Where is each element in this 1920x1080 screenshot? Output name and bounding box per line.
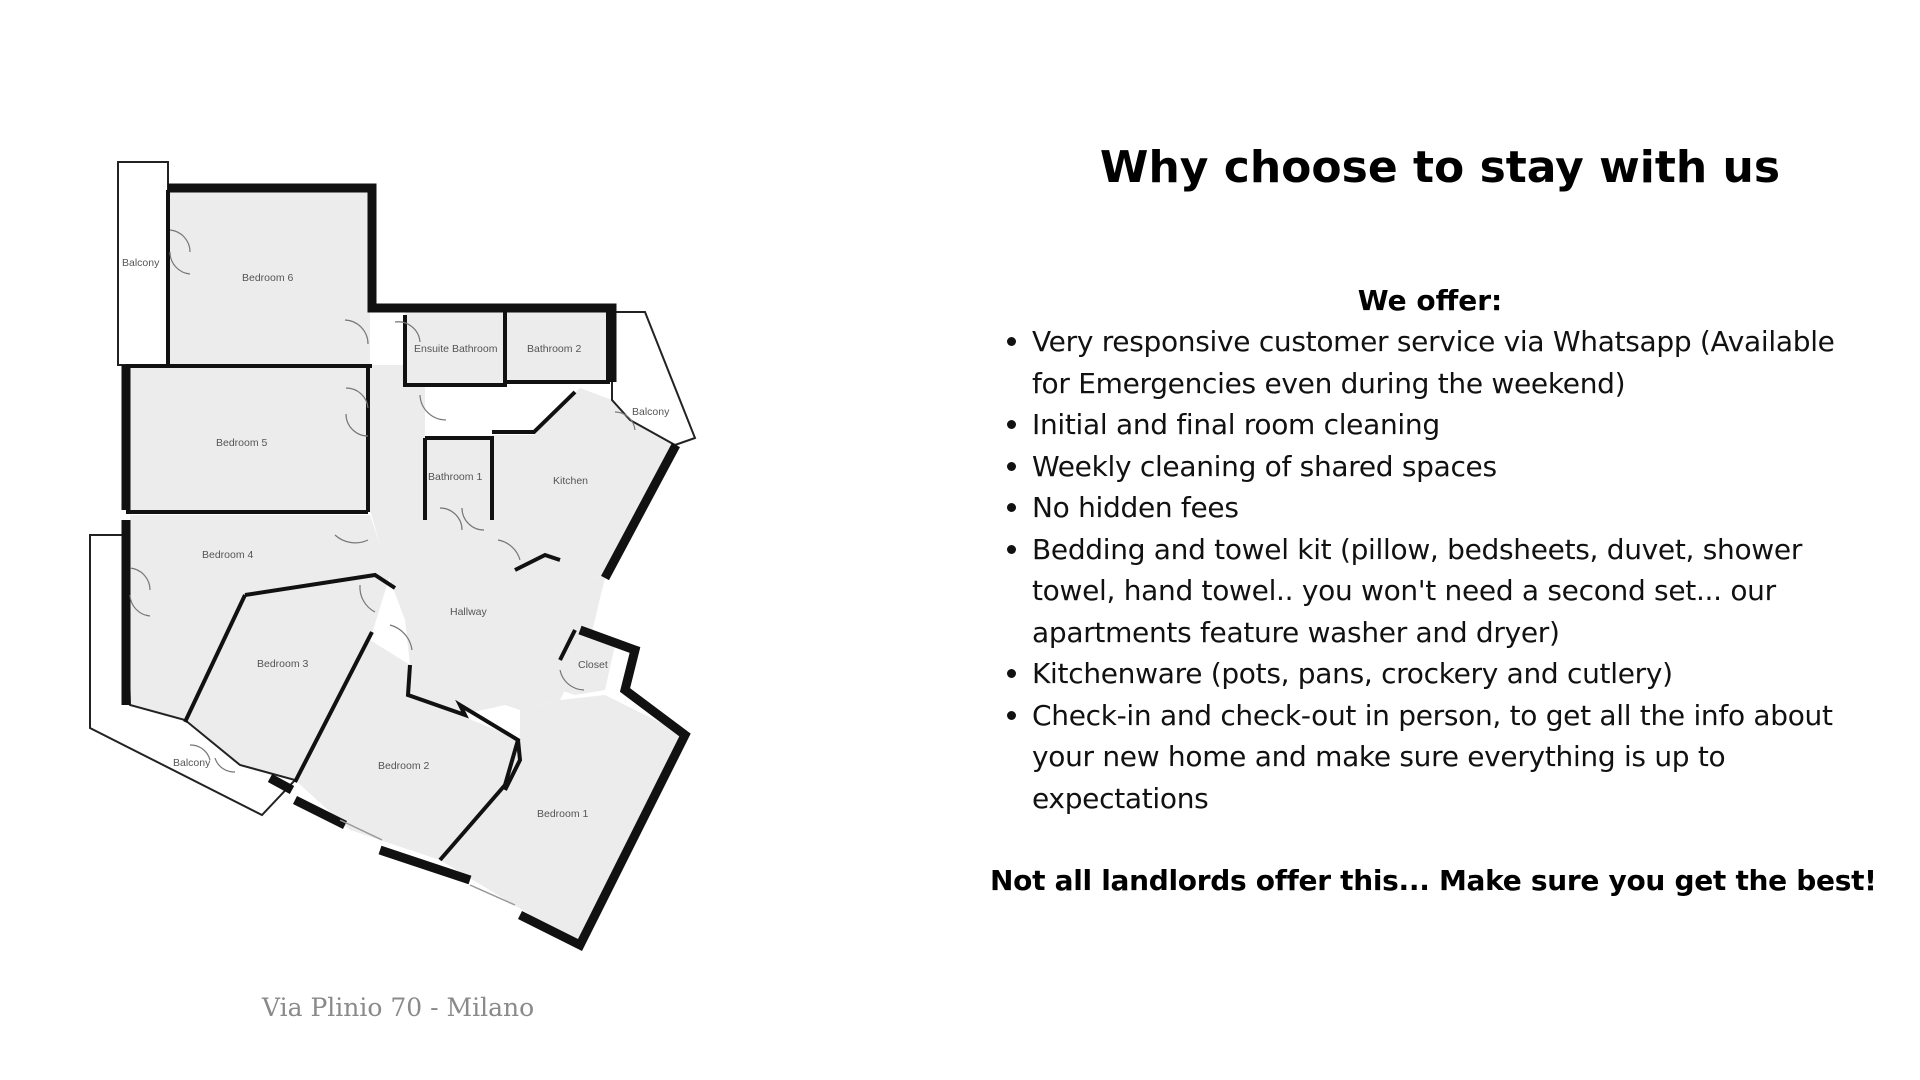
- label-bedroom5: Bedroom 5: [216, 437, 268, 449]
- closing-statement: Not all landlords offer this... Make sure you get the best!: [990, 864, 1877, 897]
- label-bedroom4: Bedroom 4: [202, 549, 254, 561]
- label-balcony-top: Balcony: [122, 257, 160, 269]
- label-kitchen: Kitchen: [553, 475, 589, 487]
- list-item: Kitchenware (pots, pans, crockery and cutlery): [990, 653, 1850, 695]
- offer-list: [990, 321, 1850, 819]
- list-item: Bedding and towel kit (pillow, bedsheets, duvet, shower towel, hand towel.. you won't need a second set... our apartments feature washer and dryer): [990, 529, 1850, 654]
- benefits-panel: [990, 128, 1877, 901]
- list-item: Very responsive customer service via Whatsapp (Available for Emergencies even during the weekend): [990, 321, 1850, 404]
- label-bedroom6: Bedroom 6: [242, 272, 294, 284]
- label-bathroom2: Bathroom 2: [527, 343, 582, 355]
- label-ensuite: Ensuite Bathroom: [414, 343, 498, 355]
- label-bedroom1: Bedroom 1: [537, 808, 589, 820]
- label-hallway: Hallway: [450, 606, 487, 618]
- page-title: Why choose to stay with us: [1099, 142, 1781, 193]
- offer-heading: We offer:: [1357, 284, 1503, 317]
- label-closet: Closet: [578, 659, 608, 671]
- label-balcony-bottom: Balcony: [173, 757, 211, 769]
- list-item: Check-in and check-out in person, to get all the info about your new home and make sure everything is up to expectations: [990, 695, 1850, 820]
- list-item: Weekly cleaning of shared spaces: [990, 446, 1850, 488]
- address-caption: Via Plinio 70 - Milano: [262, 993, 535, 1022]
- list-item: Initial and final room cleaning: [990, 404, 1850, 446]
- label-bedroom3: Bedroom 3: [257, 658, 309, 670]
- label-bathroom1: Bathroom 1: [428, 471, 483, 483]
- floor-plan: [60, 140, 720, 970]
- label-balcony-right: Balcony: [632, 406, 670, 418]
- label-bedroom2: Bedroom 2: [378, 760, 430, 772]
- list-item: No hidden fees: [990, 487, 1850, 529]
